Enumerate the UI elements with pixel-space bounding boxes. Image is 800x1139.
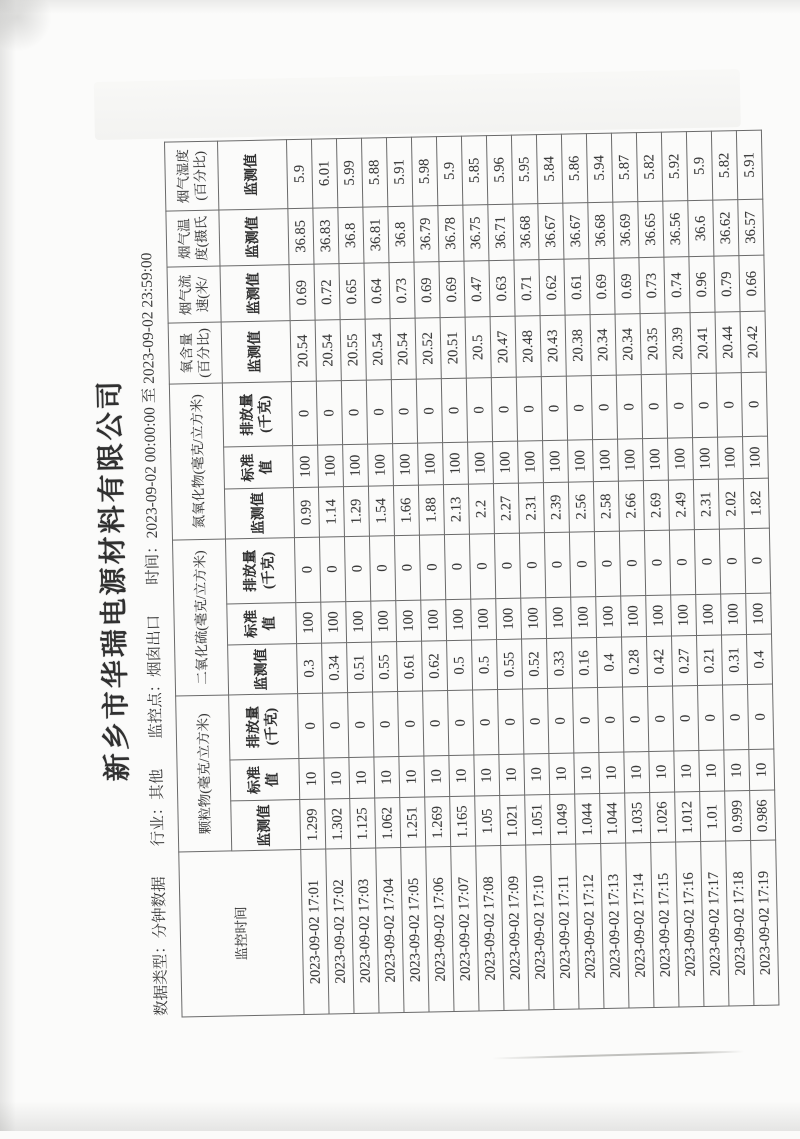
cell-value: 2.69 [643,480,669,530]
cell-monitor-time: 2023-09-02 17:10 [526,845,554,1010]
cell-value: 36.67 [563,203,589,260]
cell-value: 1.29 [343,486,369,536]
cell-value: 0 [694,529,720,594]
cell-value: 0 [669,530,695,595]
cell-value: 20.44 [715,312,741,373]
cell-value: 36.57 [738,199,764,256]
cell-value: 2.31 [693,479,719,529]
subheader-speed-monitor: 监测值 [220,265,290,323]
cell-value: 0.999 [725,791,751,841]
cell-value: 36.65 [638,201,664,258]
cell-value: 20.41 [690,312,716,373]
cell-value: 0 [469,534,495,599]
cell-value: 100 [593,439,619,481]
cell-value: 1.251 [400,797,426,847]
cell-value: 0.73 [389,262,415,319]
cell-value: 0 [691,373,717,438]
cell-value: 100 [671,594,697,636]
cell-value: 1.044 [575,794,601,844]
cell-value: 5.82 [711,131,737,200]
cell-value: 2.49 [668,480,694,530]
cell-value: 20.34 [615,314,641,375]
cell-value: 2.31 [518,483,544,533]
cell-value: 100 [618,439,644,481]
cell-value: 20.54 [365,319,391,380]
cell-value: 0 [344,536,370,601]
cell-value: 100 [568,440,594,482]
cell-value: 0 [391,379,417,444]
cell-monitor-time: 2023-09-02 17:07 [451,846,479,1011]
cell-value: 100 [693,437,719,479]
cell-value: 1.021 [500,795,526,845]
cell-value: 20.54 [315,320,341,381]
cell-value: 1.026 [650,792,676,842]
cell-value: 10 [749,749,775,791]
cell-value: 1.14 [318,487,344,537]
subheader-temperature-monitor: 监测值 [219,209,289,267]
cell-value: 1.044 [600,793,626,843]
cell-value: 0.66 [739,255,765,312]
cell-value: 0 [716,372,742,437]
cell-value: 0 [594,531,620,596]
cell-value: 1.165 [450,796,476,846]
cell-value: 100 [346,601,372,643]
cell-value: 0.52 [522,639,548,689]
subheader-nox-emission: 排放量 (千克) [222,381,292,447]
cell-value: 0.63 [489,260,515,317]
cell-value: 36.8 [388,206,414,263]
cell-monitor-time: 2023-09-02 17:01 [301,849,329,1014]
cell-value: 100 [321,601,347,643]
cell-value: 10 [524,753,550,795]
cell-value: 0.42 [647,636,673,686]
cell-value: 0 [323,693,349,758]
cell-value: 0.986 [750,790,776,840]
cell-value: 0.62 [539,259,565,316]
cell-value: 20.5 [465,317,491,378]
cell-value: 20.42 [740,311,766,372]
cell-value: 36.83 [313,208,339,265]
cell-value: 0 [548,688,574,753]
cell-value: 0 [666,373,692,438]
cell-value: 0 [566,375,592,440]
cell-value: 0 [466,377,492,442]
subheader-pm-standard: 标准值 [230,758,300,801]
cell-value: 5.91 [386,137,412,206]
cell-value: 0.96 [689,256,715,313]
scan-shadow-bottom [0,1101,800,1131]
cell-value: 0.73 [639,257,665,314]
cell-value: 0 [523,689,549,754]
cell-value: 0.55 [497,639,523,689]
cell-value: 5.96 [486,135,512,204]
cell-value: 36.62 [713,200,739,257]
cell-monitor-time: 2023-09-02 17:02 [326,849,354,1014]
cell-value: 100 [543,440,569,482]
cell-value: 10 [474,754,500,796]
cell-monitor-time: 2023-09-02 17:19 [751,840,779,1005]
cell-value: 0.69 [589,258,615,315]
cell-value: 0 [723,685,749,750]
cell-value: 0 [348,692,374,757]
cell-value: 5.82 [636,132,662,201]
group-flue-gas-humidity: 烟气湿度 (百分比) [165,141,219,211]
monitor-table-body [286,130,778,1014]
cell-value: 10 [499,754,525,796]
cell-value: 10 [399,756,425,798]
cell-value: 0 [419,535,445,600]
cell-value: 0 [616,374,642,439]
cell-value: 2.39 [543,482,569,532]
cell-value: 20.52 [415,318,441,379]
cell-value: 5.98 [411,137,437,206]
cell-value: 10 [374,756,400,798]
page-title: 新乡市华瑞电源材料有限公司 [94,377,134,782]
cell-value: 1.051 [525,795,551,845]
cell-value: 36.56 [663,201,689,258]
cell-value: 6.01 [311,139,337,208]
cell-value: 0.79 [714,256,740,313]
cell-value: 1.88 [418,485,444,535]
cell-value: 0.34 [322,643,348,693]
cell-value: 10 [649,751,675,793]
cell-value: 0 [291,381,317,446]
cell-value: 20.51 [440,317,466,378]
cell-value: 1.125 [350,799,376,849]
info-time-range: 时间：2023-09-02 00:00:00 至 2023-09-02 23:59:00 [138,252,162,586]
cell-value: 100 [371,600,397,642]
cell-value: 10 [624,751,650,793]
cell-value: 20.39 [665,313,691,374]
cell-value: 10 [724,749,750,791]
cell-value: 100 [393,443,419,485]
cell-value: 0.33 [547,638,573,688]
cell-value: 36.75 [463,205,489,262]
cell-value: 36.78 [438,205,464,262]
cell-value: 1.299 [300,800,326,850]
cell-value: 0.62 [422,641,448,691]
cell-value: 5.84 [536,134,562,203]
cell-value: 0 [541,376,567,441]
cell-value: 0.72 [314,264,340,321]
cell-value: 100 [571,596,597,638]
cell-value: 100 [468,442,494,484]
cell-value: 20.54 [290,320,316,381]
cell-value: 0.3 [297,643,323,693]
cell-monitor-time: 2023-09-02 17:09 [501,845,529,1010]
cell-value: 100 [343,444,369,486]
cell-value: 0.27 [672,636,698,686]
cell-value: 0 [648,686,674,751]
subheader-nox-monitor: 监测值 [224,488,294,539]
cell-value: 0.74 [664,257,690,314]
cell-value: 1.035 [625,793,651,843]
subheader-oxygen-monitor: 监测值 [221,321,291,383]
group-particulate: 颗粒物(毫克/立方米) [176,695,232,852]
cell-value: 0 [491,377,517,442]
cell-value: 0.28 [622,637,648,687]
cell-value: 0.69 [614,258,640,315]
cell-value: 5.9 [686,131,712,200]
cell-value: 0 [516,376,542,441]
cell-value: 100 [746,593,772,635]
cell-value: 0 [598,687,624,752]
cell-value: 10 [549,753,575,795]
cell-value: 0.5 [447,640,473,690]
cell-value: 0 [473,690,499,755]
cell-value: 20.54 [390,318,416,379]
cell-value: 0 [394,535,420,600]
cell-value: 100 [721,593,747,635]
cell-value: 100 [421,599,447,641]
subheader-pm-emission: 排放量 (千克) [229,694,299,760]
cell-value: 0 [341,380,367,445]
cell-value: 0.21 [697,635,723,685]
cell-value: 5.91 [736,130,762,199]
subheader-so2-monitor: 监测值 [228,644,298,695]
cell-value: 5.9 [436,136,462,205]
subheader-nox-standard: 标准值 [224,446,294,489]
cell-monitor-time: 2023-09-02 17:04 [376,848,404,1013]
cell-value: 36.69 [613,202,639,259]
cell-value: 100 [396,600,422,642]
cell-value: 2.56 [568,482,594,532]
cell-value: 1.012 [675,792,701,842]
cell-value: 36.71 [488,204,514,261]
cell-value: 1.302 [325,799,351,849]
cell-value: 5.94 [586,133,612,202]
cell-value: 36.68 [588,202,614,259]
cell-value: 10 [574,752,600,794]
group-oxygen: 氧含量 (百分比) [168,322,222,383]
cell-monitor-time: 2023-09-02 17:08 [476,846,504,1011]
cell-monitor-time: 2023-09-02 17:13 [601,843,629,1008]
group-nox: 氮氧化物(毫克/立方米) [169,383,225,540]
cell-value: 0 [444,534,470,599]
cell-monitor-time: 2023-09-02 17:18 [726,841,754,1006]
cell-value: 100 [293,445,319,487]
cell-value: 2.58 [593,481,619,531]
cell-value: 0.47 [464,261,490,318]
cell-value: 0.69 [439,261,465,318]
cell-value: 20.47 [490,316,516,377]
info-data-type: 数据类型：分钟数据 [150,876,171,1017]
cell-value: 0.69 [289,264,315,321]
cell-value: 2.02 [718,479,744,529]
cell-value: 10 [324,757,350,799]
cell-value: 100 [696,594,722,636]
cell-value: 0.51 [347,642,373,692]
cell-value: 1.82 [743,478,769,528]
cell-monitor-time: 2023-09-02 17:11 [551,844,579,1009]
cell-value: 1.049 [550,794,576,844]
cell-value: 0 [544,532,570,597]
cell-value: 1.269 [425,797,451,847]
cell-monitor-time: 2023-09-02 17:12 [576,844,604,1009]
cell-value: 10 [349,757,375,799]
cell-monitor-time: 2023-09-02 17:15 [651,842,679,1007]
cell-value: 36.8 [338,207,364,264]
cell-value: 5.88 [361,138,387,207]
cell-value: 0 [698,685,724,750]
cell-value: 100 [546,597,572,639]
cell-value: 0.4 [597,637,623,687]
cell-value: 100 [521,597,547,639]
cell-value: 0.65 [339,263,365,320]
cell-value: 5.86 [561,134,587,203]
cell-value: 0.99 [293,487,319,537]
cell-monitor-time: 2023-09-02 17:03 [351,848,379,1013]
cell-value: 100 [596,596,622,638]
cell-value: 0 [748,684,774,749]
cell-value: 5.87 [611,133,637,202]
cell-value: 36.67 [538,203,564,260]
cell-value: 100 [418,443,444,485]
cell-value: 2.27 [493,483,519,533]
cell-value: 10 [599,752,625,794]
cell-value: 20.55 [340,319,366,380]
cell-value: 1.54 [368,486,394,536]
cell-value: 100 [471,598,497,640]
cell-value: 0 [673,686,699,751]
cell-value: 20.35 [640,313,666,374]
cell-value: 0.4 [747,634,773,684]
cell-value: 0 [366,379,392,444]
cell-value: 100 [518,441,544,483]
cell-value: 0 [591,375,617,440]
cell-value: 100 [318,445,344,487]
cell-value: 0 [744,528,770,593]
cell-value: 36.81 [363,207,389,264]
cell-value: 100 [646,595,672,637]
cell-monitor-time: 2023-09-02 17:14 [626,843,654,1008]
cell-value: 36.79 [413,206,439,263]
rotated-report [83,128,774,1019]
cell-value: 0 [373,692,399,757]
cell-value: 5.92 [661,132,687,201]
cell-value: 0 [644,530,670,595]
cell-value: 2.2 [468,484,494,534]
cell-value: 100 [743,436,769,478]
cell-value: 36.85 [288,208,314,265]
info-industry: 行业：其他 [148,768,168,847]
cell-value: 100 [493,441,519,483]
cell-value: 100 [296,602,322,644]
cell-value: 0 [448,690,474,755]
cell-value: 0.5 [472,640,498,690]
cell-value: 10 [299,758,325,800]
subheader-pm-monitor: 监测值 [231,800,301,851]
cell-value: 0 [316,380,342,445]
cell-value: 0 [416,378,442,443]
cell-value: 36.68 [513,204,539,261]
cell-value: 0.61 [397,641,423,691]
cell-value: 0 [741,372,767,437]
cell-value: 0 [494,533,520,598]
cell-value: 10 [699,750,725,792]
cell-value: 0 [398,691,424,756]
cell-value: 20.34 [590,314,616,375]
cell-value: 2.66 [618,481,644,531]
cell-monitor-time: 2023-09-02 17:17 [701,841,729,1006]
cell-value: 36.6 [688,200,714,257]
cell-value: 5.99 [336,138,362,207]
cell-value: 20.43 [540,315,566,376]
cell-monitor-time: 2023-09-02 17:16 [676,842,704,1007]
cell-value: 0.16 [572,638,598,688]
cell-monitor-time: 2023-09-02 17:06 [426,847,454,1012]
cell-value: 100 [668,438,694,480]
cell-value: 1.66 [393,485,419,535]
cell-value: 1.01 [700,791,726,841]
info-monitor-site: 监控点：烟囱出口 [145,614,165,740]
subheader-humidity-monitor: 监测值 [217,140,287,210]
cell-value: 0.61 [564,259,590,316]
cell-value: 0 [623,687,649,752]
cell-value: 0.64 [364,263,390,320]
cell-value: 100 [443,442,469,484]
cell-value: 0 [519,533,545,598]
group-flue-gas-speed: 烟气流 速(米/ [167,266,221,323]
cell-value: 10 [424,755,450,797]
cell-value: 100 [621,595,647,637]
cell-value: 100 [643,438,669,480]
monitor-table [164,130,779,1018]
cell-value: 20.38 [565,315,591,376]
cell-value: 0 [298,693,324,758]
cell-value: 5.9 [286,139,312,208]
cell-value: 5.95 [511,135,537,204]
subheader-so2-standard: 标准值 [227,602,297,645]
cell-value: 0 [319,537,345,602]
cell-value: 0 [294,537,320,602]
cell-value: 100 [496,598,522,640]
cell-value: 10 [674,750,700,792]
cell-value: 0 [619,531,645,596]
cell-value: 0.71 [514,260,540,317]
cell-value: 1.05 [475,796,501,846]
cell-value: 0 [569,532,595,597]
cell-value: 20.48 [515,316,541,377]
group-flue-gas-temperature: 烟气温 度(摄氏 [166,210,220,267]
cell-value: 1.062 [375,798,401,848]
header-time: 监控时间 [179,850,304,1017]
cell-value: 0.55 [372,642,398,692]
cell-value: 2.13 [443,484,469,534]
cell-value: 100 [446,599,472,641]
cell-value: 0 [369,536,395,601]
cell-monitor-time: 2023-09-02 17:05 [401,847,429,1012]
cell-value: 0 [498,689,524,754]
cell-value: 100 [718,437,744,479]
group-so2: 二氧化硫(毫克/立方米) [172,539,228,696]
cell-value: 100 [368,444,394,486]
cell-value: 0 [441,378,467,443]
cell-value: 10 [449,755,475,797]
cell-value: 0 [641,374,667,439]
cell-value: 5.85 [461,136,487,205]
cell-value: 0.31 [722,635,748,685]
subheader-so2-emission: 排放量 (千克) [225,538,295,604]
cell-value: 0 [573,688,599,753]
cell-value: 0.69 [414,262,440,319]
cell-value: 0 [423,691,449,756]
cell-value: 0 [719,529,745,594]
